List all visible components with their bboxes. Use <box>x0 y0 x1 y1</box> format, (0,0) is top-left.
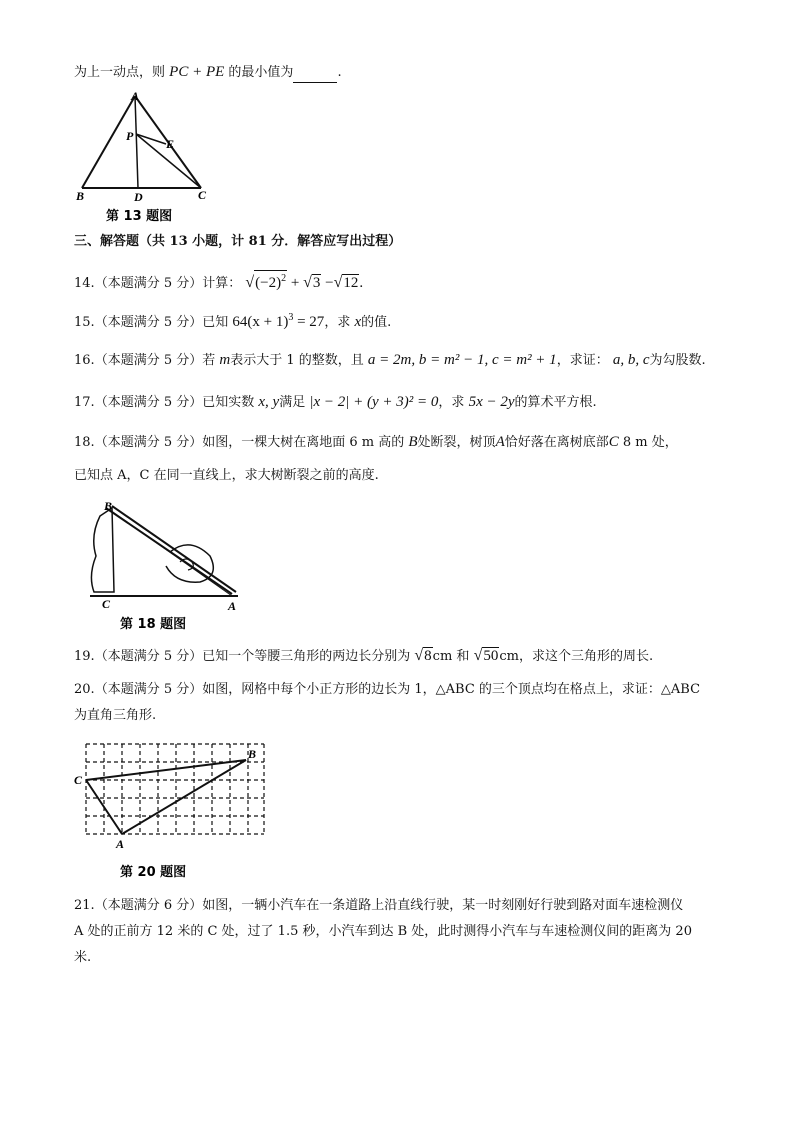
q18-line1: 18.（本题满分 5 分）如图，一棵大树在离地面 6 m 高的 B处断裂，树顶A恰好落在离树底部C 8 m 处， <box>74 434 678 450</box>
q15: 15.（本题满分 5 分）已知 $64(x + 1)^3 = 27$，求 x的值. <box>74 312 392 330</box>
label-P: P <box>126 129 134 143</box>
q18-figure <box>80 496 250 634</box>
q20-line2: 为直角三角形. <box>74 708 157 723</box>
q20-line1: 20.（本题满分 5 分）如图，网格中每个小正方形的边长为 1，△ABC 的三个顶点均在格点上，求证：△ABC <box>74 682 701 697</box>
q18-caption: 第 18 题图 <box>120 617 187 632</box>
label-B: B <box>104 499 113 513</box>
label-E: E <box>166 137 175 151</box>
label-C: C <box>102 597 111 611</box>
q16: 16.（本题满分 5 分）若 m表示大于 1 的整数，且 a = 2m, b = m² − 1, c = m² + 1，求证： a, b, c为勾股数. <box>74 352 706 368</box>
label-B: B <box>76 189 85 203</box>
q19: 19.（本题满分 5 分）已知一个等腰三角形的两边长分别为 √8cm 和 √50cm，求这个三角形的周长. <box>74 647 654 664</box>
q17: 17.（本题满分 5 分）已知实数 x, y满足 |x − 2| + (y + 3)² = 0，求 5x − 2y的算术平方根. <box>74 394 597 410</box>
label-A: A <box>131 89 140 103</box>
q20-figure <box>74 736 274 886</box>
label-C: C <box>198 188 207 202</box>
label-C: C <box>74 773 83 787</box>
q21-line1: 21.（本题满分 6 分）如图，一辆小汽车在一条道路上沿直线行驶，某一时刻刚好行驶到路对面车速检测仪 <box>74 898 684 913</box>
label-B: B <box>248 747 257 761</box>
q13-text: 为上一动点，则 PC + PE 的最小值为 . <box>74 62 342 83</box>
q21-line2: A 处的正前方 12 米的 C 处，过了 1.5 秒，小汽车到达 B 处，此时测得小汽车与车速检测仪间的距离为 20 <box>74 924 692 939</box>
q20-caption: 第 20 题图 <box>120 865 187 880</box>
label-A: A <box>228 599 237 613</box>
q13-caption: 第 13 题图 <box>106 209 173 224</box>
q14: 14.（本题满分 5 分）计算： $√(-2)^2 + √3 -√12$. <box>74 270 363 294</box>
q13-figure <box>70 88 210 226</box>
q18-line2: 已知点 A，C 在同一直线上，求大树断裂之前的高度. <box>74 468 379 483</box>
q21-line3: 米. <box>74 950 92 965</box>
label-D: D <box>134 190 143 204</box>
answer-blank[interactable] <box>293 68 337 83</box>
section-heading: 三、解答题（共 13 小题，计 81 分．解答应写出过程） <box>74 234 402 249</box>
label-A: A <box>116 837 125 851</box>
